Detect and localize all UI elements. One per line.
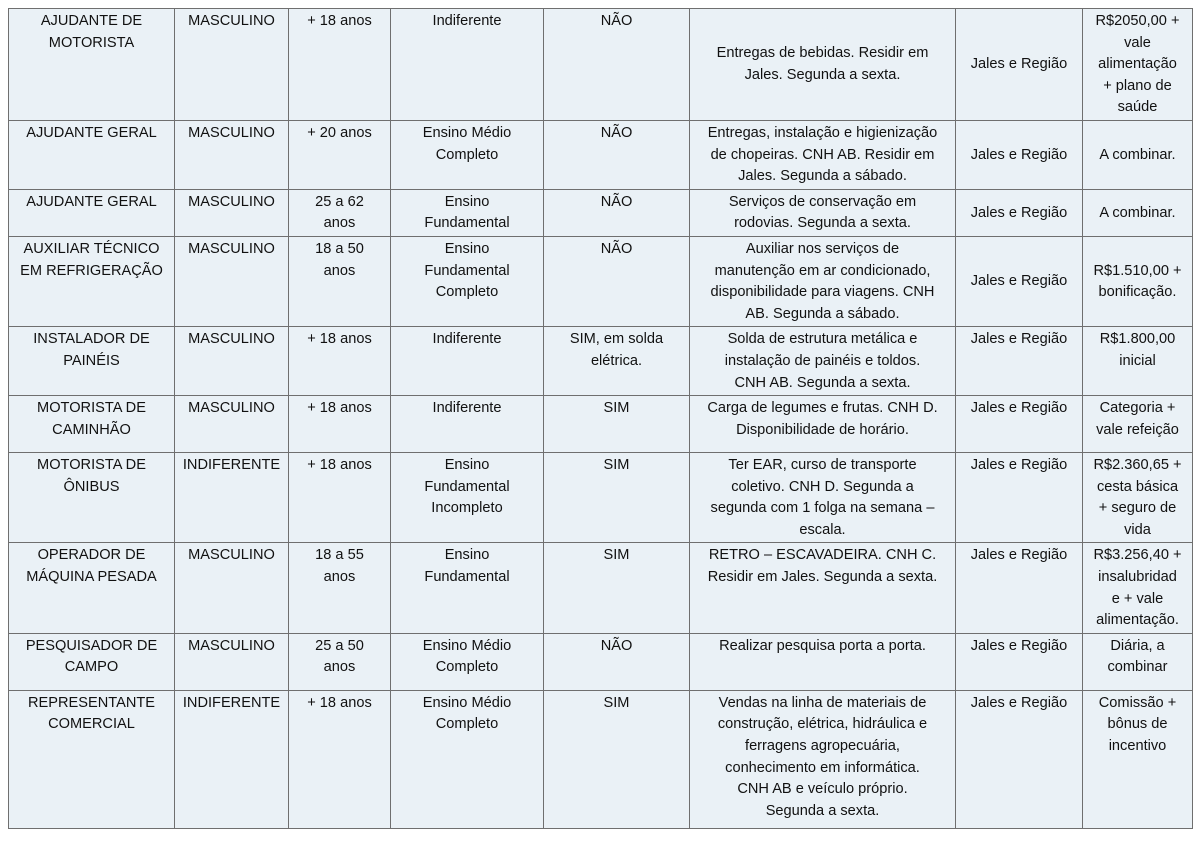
job-listings-body bbox=[9, 9, 1193, 829]
cell-cargo: AUXILIAR TÉCNICO EM REFRIGERAÇÃO bbox=[9, 236, 175, 326]
cell-descricao: RETRO – ESCAVADEIRA. CNH C. Residir em Jales. Segunda a sexta. bbox=[690, 543, 956, 633]
cell-experiencia: SIM bbox=[544, 396, 690, 453]
job-listings-table bbox=[8, 8, 1193, 829]
cell-experiencia: NÃO bbox=[544, 120, 690, 189]
cell-local: Jales e Região bbox=[956, 690, 1083, 828]
cell-salario: R$2.360,65 + cesta básica + seguro de vida bbox=[1083, 453, 1193, 543]
cell-idade: + 18 anos bbox=[289, 9, 391, 121]
cell-sexo: MASCULINO bbox=[175, 327, 289, 396]
cell-local: Jales e Região bbox=[956, 236, 1083, 326]
cell-descricao: Entregas, instalação e higienização de chopeiras. CNH AB. Residir em Jales. Segunda a sábado. bbox=[690, 120, 956, 189]
cell-salario: Diária, a combinar bbox=[1083, 633, 1193, 690]
cell-idade: + 20 anos bbox=[289, 120, 391, 189]
table-row bbox=[9, 189, 1193, 236]
cell-experiencia: SIM bbox=[544, 543, 690, 633]
cell-sexo: MASCULINO bbox=[175, 189, 289, 236]
cell-descricao: Ter EAR, curso de transporte coletivo. CNH D. Segunda a segunda com 1 folga na semana – escala. bbox=[690, 453, 956, 543]
cell-salario: R$1.800,00 inicial bbox=[1083, 327, 1193, 396]
cell-cargo: MOTORISTA DE ÔNIBUS bbox=[9, 453, 175, 543]
cell-descricao: Auxiliar nos serviços de manutenção em ar condicionado, disponibilidade para viagens. CNH AB. Segunda a sábado. bbox=[690, 236, 956, 326]
cell-descricao: Vendas na linha de materiais de construção, elétrica, hidráulica e ferragens agropecuária, conhecimento em informática. CNH AB e veículo próprio. Segunda a sexta. bbox=[690, 690, 956, 828]
cell-sexo: INDIFERENTE bbox=[175, 690, 289, 828]
cell-local: Jales e Região bbox=[956, 189, 1083, 236]
cell-cargo: MOTORISTA DE CAMINHÃO bbox=[9, 396, 175, 453]
cell-escolaridade: Ensino Fundamental bbox=[391, 543, 544, 633]
table-row bbox=[9, 9, 1193, 121]
cell-local: Jales e Região bbox=[956, 633, 1083, 690]
cell-sexo: MASCULINO bbox=[175, 9, 289, 121]
cell-escolaridade: Ensino Médio Completo bbox=[391, 690, 544, 828]
cell-sexo: MASCULINO bbox=[175, 633, 289, 690]
cell-salario: R$2050,00 + vale alimentação + plano de saúde bbox=[1083, 9, 1193, 121]
cell-idade: 18 a 55 anos bbox=[289, 543, 391, 633]
cell-cargo: AJUDANTE GERAL bbox=[9, 189, 175, 236]
table-row bbox=[9, 633, 1193, 690]
cell-local: Jales e Região bbox=[956, 120, 1083, 189]
cell-experiencia: NÃO bbox=[544, 633, 690, 690]
cell-sexo: MASCULINO bbox=[175, 120, 289, 189]
table-row bbox=[9, 236, 1193, 326]
cell-descricao: Solda de estrutura metálica e instalação de painéis e toldos. CNH AB. Segunda a sexta. bbox=[690, 327, 956, 396]
cell-sexo: MASCULINO bbox=[175, 396, 289, 453]
cell-cargo: AJUDANTE GERAL bbox=[9, 120, 175, 189]
cell-idade: 18 a 50 anos bbox=[289, 236, 391, 326]
cell-idade: + 18 anos bbox=[289, 453, 391, 543]
cell-local: Jales e Região bbox=[956, 453, 1083, 543]
cell-cargo: OPERADOR DE MÁQUINA PESADA bbox=[9, 543, 175, 633]
cell-salario: R$1.510,00 + bonificação. bbox=[1083, 236, 1193, 326]
cell-descricao: Realizar pesquisa porta a porta. bbox=[690, 633, 956, 690]
cell-escolaridade: Indiferente bbox=[391, 9, 544, 121]
cell-salario: Categoria + vale refeição bbox=[1083, 396, 1193, 453]
cell-local: Jales e Região bbox=[956, 543, 1083, 633]
cell-local: Jales e Região bbox=[956, 327, 1083, 396]
table-row bbox=[9, 327, 1193, 396]
cell-idade: + 18 anos bbox=[289, 690, 391, 828]
cell-idade: 25 a 62 anos bbox=[289, 189, 391, 236]
cell-salario: Comissão + bônus de incentivo bbox=[1083, 690, 1193, 828]
cell-salario: A combinar. bbox=[1083, 189, 1193, 236]
cell-escolaridade: Ensino Médio Completo bbox=[391, 120, 544, 189]
cell-escolaridade: Ensino Médio Completo bbox=[391, 633, 544, 690]
cell-salario: A combinar. bbox=[1083, 120, 1193, 189]
cell-cargo: REPRESENTANTE COMERCIAL bbox=[9, 690, 175, 828]
cell-salario: R$3.256,40 + insalubridad e + vale alimentação. bbox=[1083, 543, 1193, 633]
table-row bbox=[9, 453, 1193, 543]
cell-idade: 25 a 50 anos bbox=[289, 633, 391, 690]
cell-descricao: Carga de legumes e frutas. CNH D. Disponibilidade de horário. bbox=[690, 396, 956, 453]
cell-experiencia: SIM bbox=[544, 453, 690, 543]
table-row bbox=[9, 120, 1193, 189]
cell-descricao: Entregas de bebidas. Residir em Jales. Segunda a sexta. bbox=[690, 9, 956, 121]
cell-experiencia: NÃO bbox=[544, 9, 690, 121]
cell-experiencia: SIM, em solda elétrica. bbox=[544, 327, 690, 396]
cell-escolaridade: Indiferente bbox=[391, 396, 544, 453]
cell-escolaridade: Ensino Fundamental Completo bbox=[391, 236, 544, 326]
cell-escolaridade: Indiferente bbox=[391, 327, 544, 396]
cell-escolaridade: Ensino Fundamental Incompleto bbox=[391, 453, 544, 543]
cell-sexo: MASCULINO bbox=[175, 236, 289, 326]
cell-local: Jales e Região bbox=[956, 9, 1083, 121]
cell-sexo: INDIFERENTE bbox=[175, 453, 289, 543]
cell-escolaridade: Ensino Fundamental bbox=[391, 189, 544, 236]
cell-experiencia: NÃO bbox=[544, 236, 690, 326]
table-row bbox=[9, 690, 1193, 828]
cell-cargo: AJUDANTE DE MOTORISTA bbox=[9, 9, 175, 121]
cell-cargo: PESQUISADOR DE CAMPO bbox=[9, 633, 175, 690]
cell-experiencia: SIM bbox=[544, 690, 690, 828]
cell-sexo: MASCULINO bbox=[175, 543, 289, 633]
cell-idade: + 18 anos bbox=[289, 327, 391, 396]
cell-cargo: INSTALADOR DE PAINÉIS bbox=[9, 327, 175, 396]
table-row bbox=[9, 543, 1193, 633]
cell-experiencia: NÃO bbox=[544, 189, 690, 236]
cell-descricao: Serviços de conservação em rodovias. Segunda a sexta. bbox=[690, 189, 956, 236]
table-row bbox=[9, 396, 1193, 453]
cell-idade: + 18 anos bbox=[289, 396, 391, 453]
cell-local: Jales e Região bbox=[956, 396, 1083, 453]
